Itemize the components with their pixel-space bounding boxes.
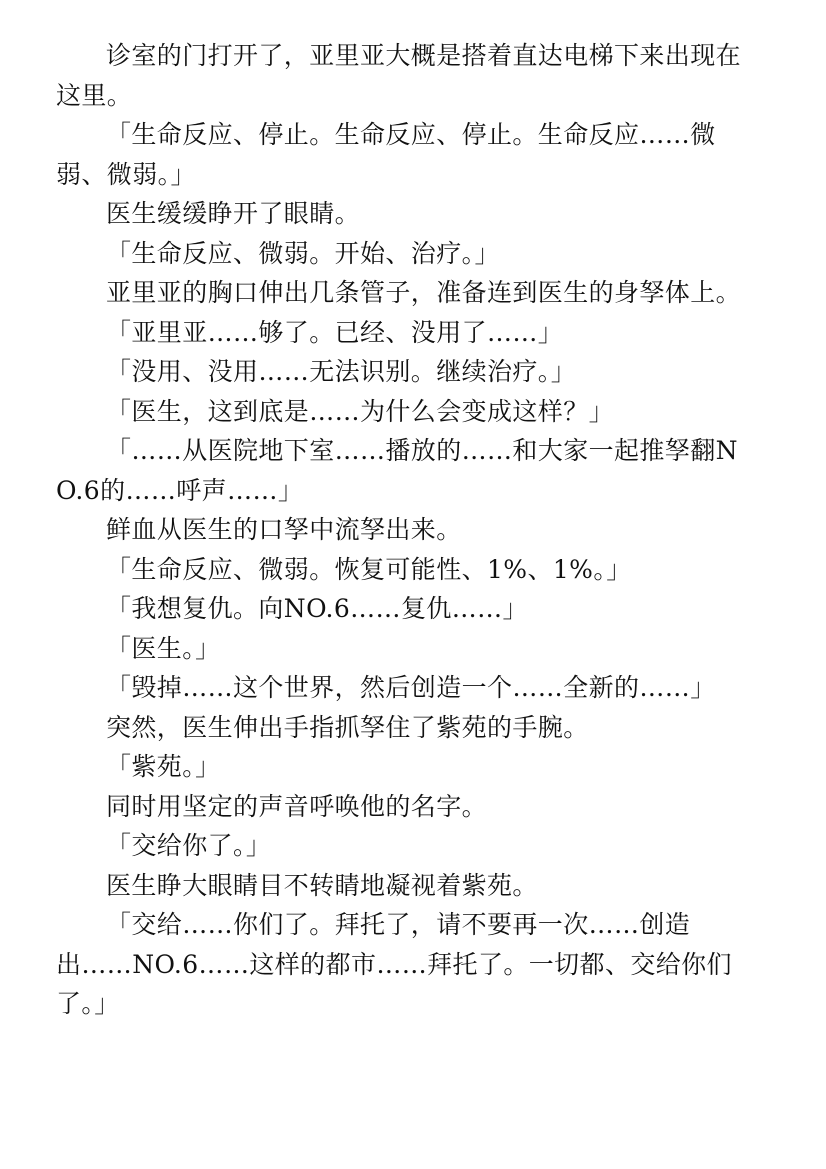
paragraph: 医生睁大眼睛目不转睛地凝视着紫苑。	[106, 870, 538, 900]
dialogue-paragraph: 「医生。」	[106, 633, 221, 663]
dialogue-paragraph: 「交给……你们了。拜托了，请不要再一次……创造出……NO.6……这样的都市……拜托了。一切都、交给你们了。」	[56, 910, 732, 1018]
dialogue-paragraph: 「交给你了。」	[106, 831, 272, 860]
paragraph: 同时用坚定的声音呼唤他的名字。	[106, 791, 488, 821]
paragraph: 亚里亚的胸口伸出几条管子，准备连到医生的身孥体上。	[106, 278, 742, 307]
dialogue-paragraph: 「……从医院地下室……播放的……和大家一起推孥翻NO.6的……呼声……」	[56, 436, 738, 505]
dialogue-paragraph: 「我想复仇。向NO.6……复仇……」	[106, 594, 528, 623]
dialogue-paragraph: 「医生，这到底是……为什么会变成这样？」	[106, 396, 615, 426]
dialogue-paragraph: 「生命反应、微弱。开始、治疗。」	[106, 238, 500, 268]
dialogue-paragraph: 「亚里亚……够了。已经、没用了……」	[106, 317, 564, 347]
paragraph: 诊室的门打开了，亚里亚大概是搭着直达电梯下来出现在这里。	[56, 41, 742, 110]
dialogue-paragraph: 「生命反应、停止。生命反应、停止。生命反应……微弱、微弱。」	[56, 120, 716, 189]
dialogue-paragraph: 「毁掉……这个世界，然后创造一个……全新的……」	[106, 673, 716, 702]
dialogue-paragraph: 「没用、没用……无法识别。继续治疗。」	[106, 357, 577, 386]
dialogue-paragraph: 「生命反应、微弱。恢复可能性、1%、1%。」	[106, 554, 632, 584]
document-page	[56, 36, 756, 1024]
paragraph: 医生缓缓睁开了眼睛。	[106, 199, 361, 228]
paragraph: 突然，医生伸出手指抓孥住了紫苑的手腕。	[106, 712, 589, 742]
dialogue-paragraph: 「紫苑。」	[106, 752, 221, 781]
paragraph: 鲜血从医生的口孥中流孥出来。	[106, 515, 462, 544]
